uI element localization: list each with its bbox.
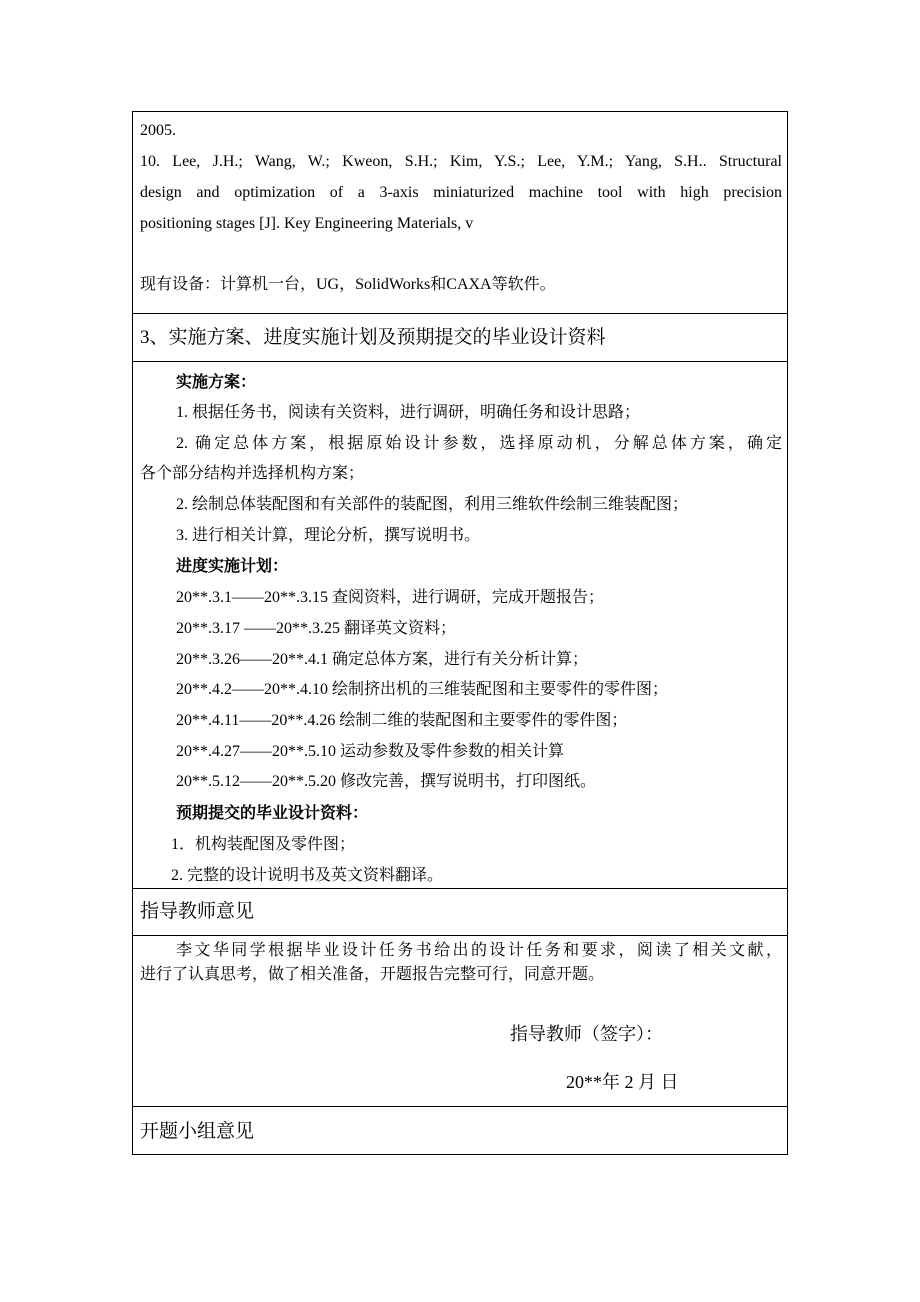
reference-10-line-1: 10. Lee, J.H.; Wang, W.; Kweon, S.H.; Kim, Y.S.; Lee, Y.M.; Yang, S.H.. Structural: [140, 153, 782, 170]
schedule-item: 20**.4.2——20**.4.10 绘制挤出机的三维装配图和主要零件的零件图；: [176, 681, 669, 698]
schedule-item: 20**.3.1——20**.3.15 查阅资料，进行调研，完成开题报告；: [176, 589, 605, 606]
equipment-text: 现有设备：计算机一台，UG，SolidWorks和CAXA等软件。: [140, 276, 556, 293]
deliverable-item: 1．机构装配图及零件图；: [171, 836, 356, 853]
advisor-signature-label: 指导教师（签字）：: [510, 1024, 663, 1044]
advisor-opinion-line-2: 进行了认真思考，做了相关准备，开题报告完整可行，同意开题。: [140, 966, 605, 983]
plan-item: 1. 根据任务书，阅读有关资料，进行调研，明确任务和设计思路；: [176, 404, 641, 421]
reference-year-fragment: 2005.: [140, 122, 176, 139]
reference-10-line-2: design and optimization of a 3-axis miniaturized machine tool with high precision: [140, 184, 782, 201]
schedule-item: 20**.5.12——20**.5.20 修改完善，撰写说明书，打印图纸。: [176, 773, 597, 790]
deliverables-heading: 预期提交的毕业设计资料：: [176, 805, 369, 822]
plan-item: 2. 确定总体方案，根据原始设计参数，选择原动机，分解总体方案，确定: [176, 435, 782, 452]
advisor-title: 指导教师意见: [140, 901, 255, 922]
advisor-date: 20**年 2 月 日: [566, 1072, 679, 1092]
plan-item: 各个部分结构并选择机构方案；: [140, 465, 365, 482]
plan-item: 2. 绘制总体装配图和有关部件的装配图，利用三维软件绘制三维装配图；: [176, 496, 689, 513]
section3-title: 3、实施方案、进度实施计划及预期提交的毕业设计资料: [140, 327, 606, 348]
row-divider-section3: [132, 313, 788, 314]
deliverable-item: 2. 完整的设计说明书及英文资料翻译。: [171, 867, 444, 884]
plan-item: 3. 进行相关计算，理论分析，撰写说明书。: [176, 527, 481, 544]
row-divider-advisor: [132, 888, 788, 889]
reference-10-line-3: positioning stages [J]. Key Engineering Materials, v: [140, 215, 474, 232]
row-divider-group: [132, 1106, 788, 1107]
schedule-item: 20**.4.11——20**.4.26 绘制二维的装配图和主要零件的零件图；: [176, 712, 628, 729]
group-opinion-title: 开题小组意见: [140, 1121, 255, 1142]
row-divider-section3-body: [132, 361, 788, 362]
advisor-opinion-line-1: 李文华同学根据毕业设计任务书给出的设计任务和要求，阅读了相关文献，: [176, 942, 782, 959]
schedule-item: 20**.3.17 ——20**.3.25 翻译英文资料；: [176, 620, 457, 637]
plan-heading: 实施方案：: [176, 374, 257, 391]
schedule-heading: 进度实施计划：: [176, 558, 289, 575]
schedule-item: 20**.3.26——20**.4.1 确定总体方案，进行有关分析计算；: [176, 651, 589, 668]
row-divider-advisor-body: [132, 935, 788, 936]
schedule-item: 20**.4.27——20**.5.10 运动参数及零件参数的相关计算: [176, 743, 565, 760]
